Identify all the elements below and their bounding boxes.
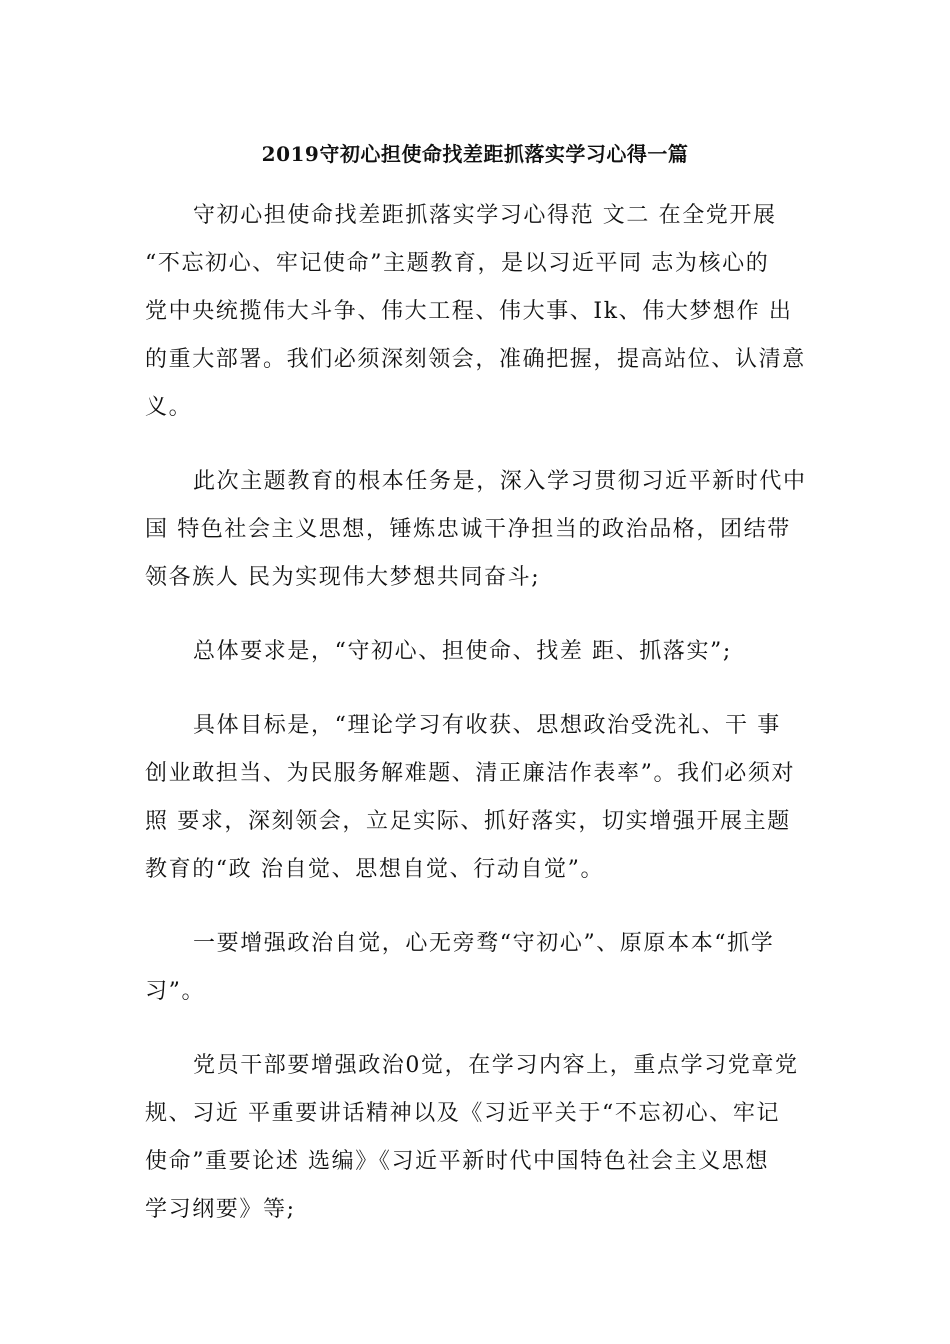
paragraph-line: “不忘初心、牢记使命”主题教育，是以习近平同 志为核心的 — [145, 251, 770, 276]
document-title: 2019守初心担使命找差距抓落实学习心得一篇 — [261, 142, 689, 166]
paragraph-6 — [145, 1042, 805, 1234]
document-body — [145, 192, 805, 1260]
paragraph-5 — [145, 920, 805, 1016]
paragraph-2 — [145, 458, 805, 602]
paragraph-line: 一要增强政治自觉，心无旁骛“守初心”、原原本本“抓学 — [193, 931, 775, 956]
paragraph-line: 具体目标是，“理论学习有收获、思想政治受洗礼、干 事 — [193, 713, 781, 738]
paragraph-line: 的重大部署。我们必须深刻领会，准确把握，提高站位、认清意 — [145, 347, 806, 372]
paragraph-line: 总体要求是，“守初心、担使命、找差 距、抓落实”; — [193, 639, 732, 664]
paragraph-line: 创业敢担当、为民服务解难题、清正廉洁作表率”。我们必须对 — [145, 761, 796, 786]
paragraph-line: 领各族人 民为实现伟大梦想共同奋斗; — [145, 565, 541, 590]
paragraph-line: 规、习近 平重要讲话精神以及《习近平关于“不忘初心、牢记 — [145, 1101, 781, 1126]
paragraph-line: 此次主题教育的根本任务是，深入学习贯彻习近平新时代中 — [193, 469, 807, 494]
paragraph-line: 教育的“政 治自觉、思想自觉、行动自觉”。 — [145, 857, 605, 882]
paragraph-line: 国 特色社会主义思想，锤炼忠诚干净担当的政治品格，团结带 — [145, 517, 791, 542]
paragraph-line: 义。 — [145, 395, 193, 420]
paragraph-line: 使命”重要论述 选编》《习近平新时代中国特色社会主义思想 — [145, 1149, 770, 1174]
paragraph-1 — [145, 192, 805, 432]
paragraph-4 — [145, 702, 805, 894]
paragraph-line: 党中央统揽伟大斗争、伟大工程、伟大事、Ik、伟大梦想作 出 — [145, 299, 793, 324]
paragraph-line: 守初心担使命找差距抓落实学习心得范 文二 在全党开展 — [193, 203, 777, 228]
paragraph-3 — [145, 628, 805, 676]
paragraph-line: 学习纲要》等; — [145, 1197, 296, 1222]
paragraph-line: 习”。 — [145, 979, 206, 1004]
paragraph-line: 照 要求，深刻领会，立足实际、抓好落实，切实增强开展主题 — [145, 809, 791, 834]
paragraph-line: 党员干部要增强政治0觉，在学习内容上，重点学习党章党 — [193, 1053, 799, 1078]
